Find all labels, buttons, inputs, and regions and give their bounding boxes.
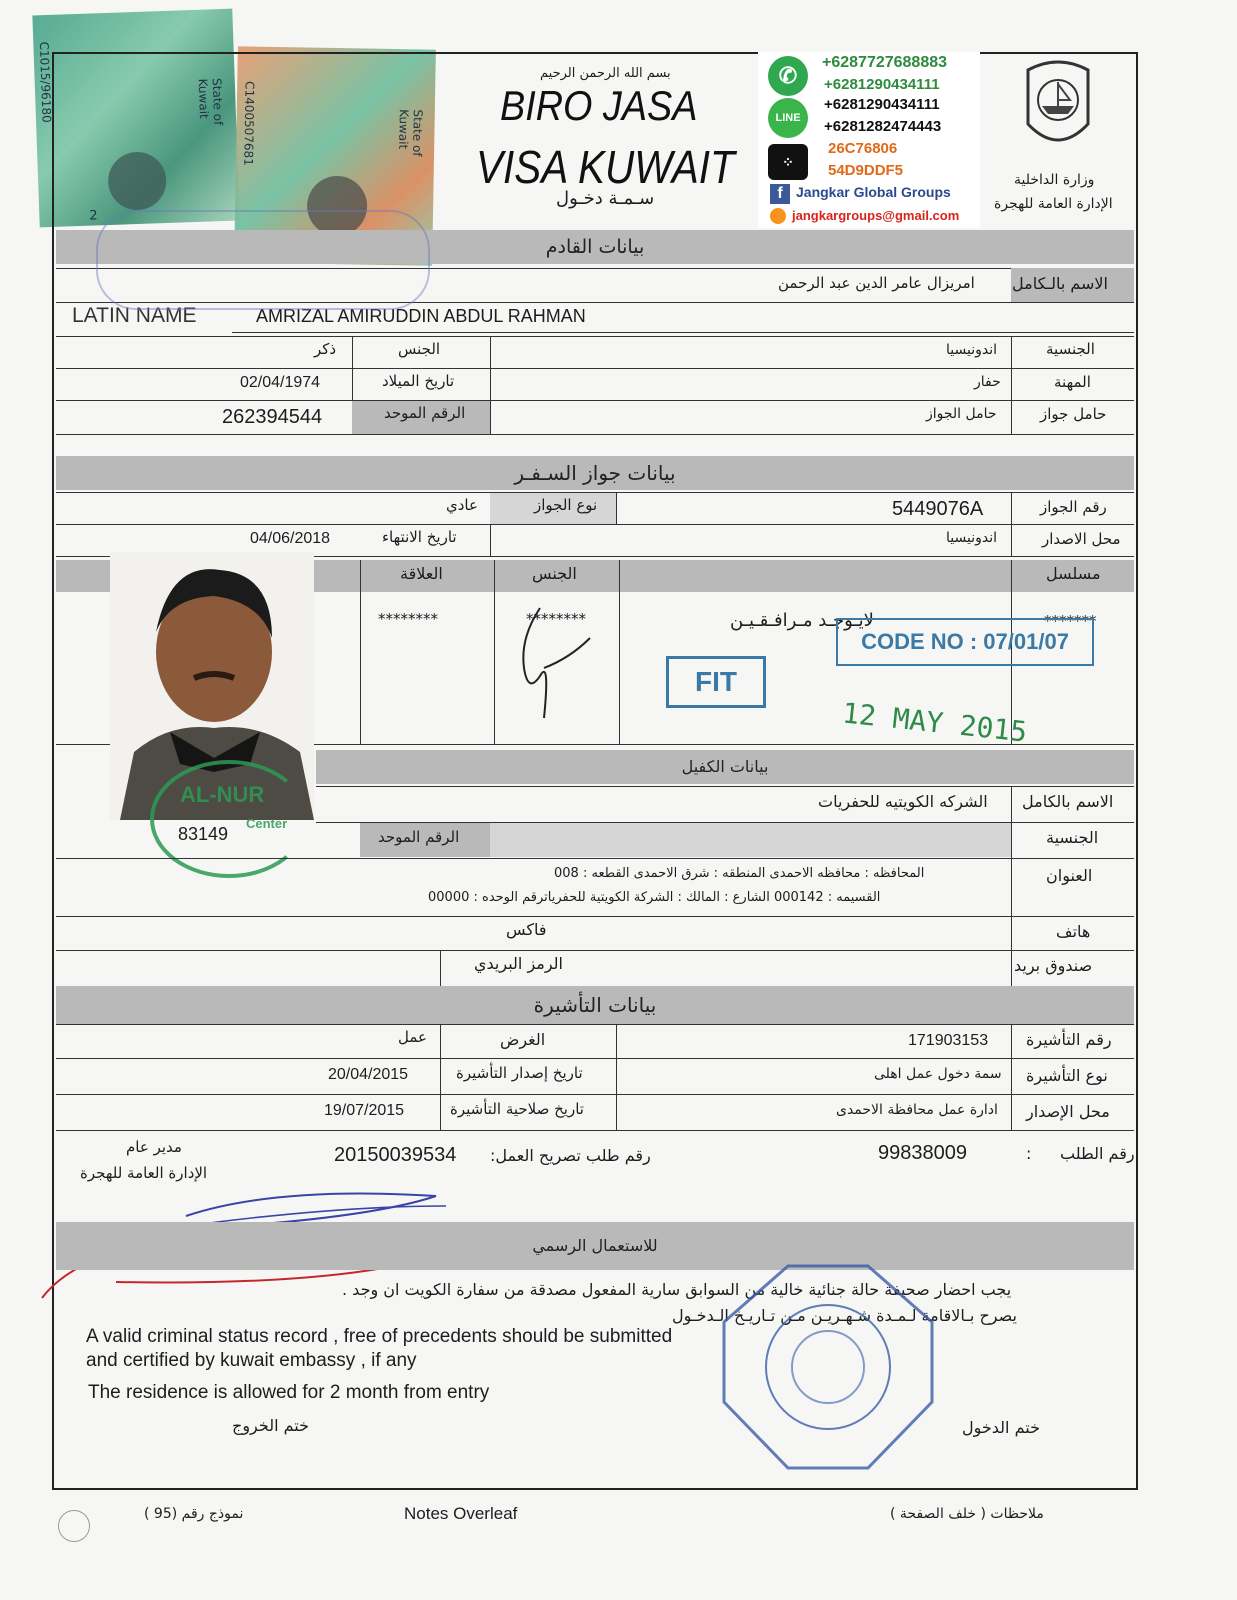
rule [616,492,617,524]
rule [616,1024,617,1130]
ar-note-2: يصرح بـالاقامة لـمـدة شـهـريـن مـن تـاريـخ الـدخـول [672,1306,1017,1325]
clinic-center: Center [246,816,288,831]
line-icon: LINE [768,98,808,138]
en-note-1: A valid criminal status record , free of precedents should be submitted [86,1326,673,1347]
companion-gender-label: الجنس [532,564,577,583]
issue-date: 20/04/2015 [328,1066,409,1083]
ministry: وزارة الداخلية [1014,172,1095,188]
rule [494,560,495,744]
rule [1011,492,1012,556]
exit-stamp-label: ختم الخروج [232,1416,309,1435]
rule [56,858,1134,859]
rule [56,400,1134,401]
whatsapp-icon: ✆ [768,56,808,96]
brand-line1: BIRO JASA [500,82,698,129]
permit-label: رقم طلب تصريح العمل: [490,1146,651,1165]
arrival-section-title: بيانات القادم [56,230,1134,264]
permit-no: 20150039534 [334,1144,457,1166]
rule [56,1024,1134,1025]
unified-no: 262394544 [222,406,323,428]
fit-stamp: FIT [666,656,766,708]
postal-label: الرمز البريدي [474,954,563,973]
sponsor-unified-label: الرقم الموحد [378,828,460,846]
stamp-country: State of Kuwait [195,77,226,126]
notes-en: Notes Overleaf [404,1504,518,1523]
visa-number: 171903153 [908,1032,989,1049]
validity: 19/07/2015 [324,1102,405,1119]
nationality-label: الجنسية [1046,340,1095,358]
rule [440,1024,441,1130]
blackberry-icon: ⁘ [768,144,808,180]
entry-stamp-label: ختم الدخول [962,1418,1040,1437]
signature-icon [510,598,600,738]
rule [440,950,441,986]
phone-3: +6281290434111 [824,96,940,113]
no-companions: لايـوجـد مـرافـقـيـن [730,610,874,631]
rule [1011,1024,1012,1130]
rule [232,332,1134,333]
nationality: اندونيسيا [946,342,997,358]
passport-number: 5449076A [892,498,984,520]
pin-1: 26C76806 [828,140,898,157]
department: الإدارة العامة للهجرة [994,196,1113,212]
rule [56,1058,1134,1059]
rule [56,1094,1134,1095]
visa-section-title: بيانات التأشيرة [56,986,1134,1024]
rule [56,336,1134,337]
latin-name: AMRIZAL AMIRUDDIN ABDUL RAHMAN [256,306,586,326]
latin-name-label: LATIN NAME [72,304,197,327]
unified-label: الرقم الموحد [384,404,466,422]
rule [56,524,1134,525]
rule [56,916,1134,917]
clinic-stamp [150,760,308,878]
phone-4: +6281282474443 [824,118,942,135]
clinic-number: 83149 [178,824,229,844]
holder: حامل الجواز [926,406,997,422]
relation-value: ******** [378,610,438,628]
visa-number-label: رقم التأشيرة [1026,1030,1112,1049]
issue-date-label: تاريخ إصدار التأشيرة [456,1064,583,1082]
official-seal-icon [718,1262,938,1472]
phone-1: +6287727688883 [822,54,948,71]
dob-label: تاريخ الميلاد [382,372,455,390]
full-name-label: الاسم بالـكامل [1012,274,1108,293]
visa-issue-place-label: محل الإصدار [1026,1102,1110,1121]
en-note-2: and certified by kuwait embassy , if any [86,1350,417,1371]
facebook-page: Jangkar Global Groups [796,184,951,200]
phone-2: +6281290434111 [824,76,940,93]
phone-label: هاتف [1056,922,1091,941]
ar-note-1: يجب احضار صحيفة حالة جنائية خالية من السوابق سارية المفعول مصدقة من سفارة الكويت ان وجد . [342,1280,1012,1299]
purpose-label: الغرض [500,1030,546,1049]
gender: ذكر [314,340,337,358]
stamp-country: State of Kuwait [396,109,425,157]
purpose: عمل [398,1028,427,1046]
rule [1011,336,1012,434]
punch-hole [58,1510,90,1542]
pobox-label: صندوق بريد [1014,956,1093,975]
holder-label: حامل جواز [1040,405,1107,423]
stamp-amount: 2 [89,208,98,224]
dob: 02/04/1974 [240,374,321,391]
date-stamp: 12 MAY 2015 [840,696,1029,749]
sponsor-unified-cell [490,823,1011,857]
gender-label: الجنس [398,340,441,358]
rule [56,1130,1134,1131]
arrival-seal [96,210,430,310]
address-line2: القسيمه : 000142 الشارع : المالك : الشركة الكويتية للحفرياترقم الوحده : 00000 [428,890,881,905]
visa-type-label: نوع التأشيرة [1026,1066,1108,1085]
issue-place: اندونيسيا [946,530,997,546]
sponsor-section-title: بيانات الكفيل [316,750,1134,784]
request-colon: : [1026,1144,1032,1163]
brand-line2: VISA KUWAIT [476,141,735,193]
profession-label: المهنة [1054,373,1091,391]
code-no-stamp: CODE NO : 07/01/07 [836,618,1094,666]
relation-label: العلاقة [400,564,443,583]
sponsor-name: الشركه الكويتيه للحفريات [818,792,988,811]
en-note-3: The residence is allowed for 2 month from entry [88,1382,490,1403]
stamp-code: C1400507681 [241,81,257,166]
visa-type: سمة دخول عمل اهلى [874,1066,1002,1082]
kuwait-emblem-icon [1018,60,1098,164]
address-label: العنوان [1046,866,1093,885]
rule [360,560,361,744]
rule [56,434,1134,435]
doc-title: سـمـة دخـول [556,188,655,209]
address-line1: المحافظه : محافظه الاحمدى المنطقه : شرق الاحمدى القطعه : 008 [554,866,925,881]
profession: حفار [974,374,1001,390]
rule [1011,786,1012,986]
facebook-icon: f [770,184,790,204]
expiry: 04/06/2018 [250,530,331,547]
notes-ar: ملاحظات ( خلف الصفحة ) [890,1506,1044,1522]
stamp-code: C1015/96180 [36,41,54,123]
serial-value: ******* [1044,612,1097,630]
passport-type: عادي [446,496,478,514]
passport-section-title: بيانات جواز السـفـر [56,456,1134,490]
issue-place-label: محل الاصدار [1042,530,1121,548]
rule [56,368,1134,369]
fax-label: فاكس [506,920,547,939]
request-no: 99838009 [878,1142,967,1164]
serial-label: مسلسل [1046,564,1101,583]
sponsor-name-label: الاسم بالكامل [1022,792,1114,811]
companion-gender-value: ******** [526,610,586,628]
email: jangkargroups@gmail.com [792,208,960,223]
official-section-title: للاستعمال الرسمي [56,1222,1134,1270]
passport-number-label: رقم الجواز [1040,498,1107,516]
rule [619,560,620,744]
rule [56,950,1134,951]
full-name: امريزال عامر الدين عبد الرحمن [778,274,975,292]
visa-issue-place: ادارة عمل محافظة الاحمدى [836,1102,998,1118]
director-dept: الإدارة العامة للهجرة [80,1164,208,1182]
pin-2: 54D9DDF5 [828,162,904,179]
director-title: مدير عام [126,1138,182,1156]
rule [490,336,491,434]
passport-type-label: نوع الجواز [534,496,598,514]
request-label: رقم الطلب [1060,1144,1135,1163]
expiry-label: تاريخ الانتهاء [382,528,457,546]
basmala: بسم الله الرحمن الرحيم [540,66,671,81]
clinic-name: AL-NUR [180,782,265,807]
email-icon [770,208,786,224]
form-number: نموذج رقم (95 ) [144,1506,244,1522]
contact-box [758,52,980,228]
validity-label: تاريخ صلاحية التأشيرة [450,1100,584,1118]
sponsor-nationality-label: الجنسية [1046,828,1099,847]
